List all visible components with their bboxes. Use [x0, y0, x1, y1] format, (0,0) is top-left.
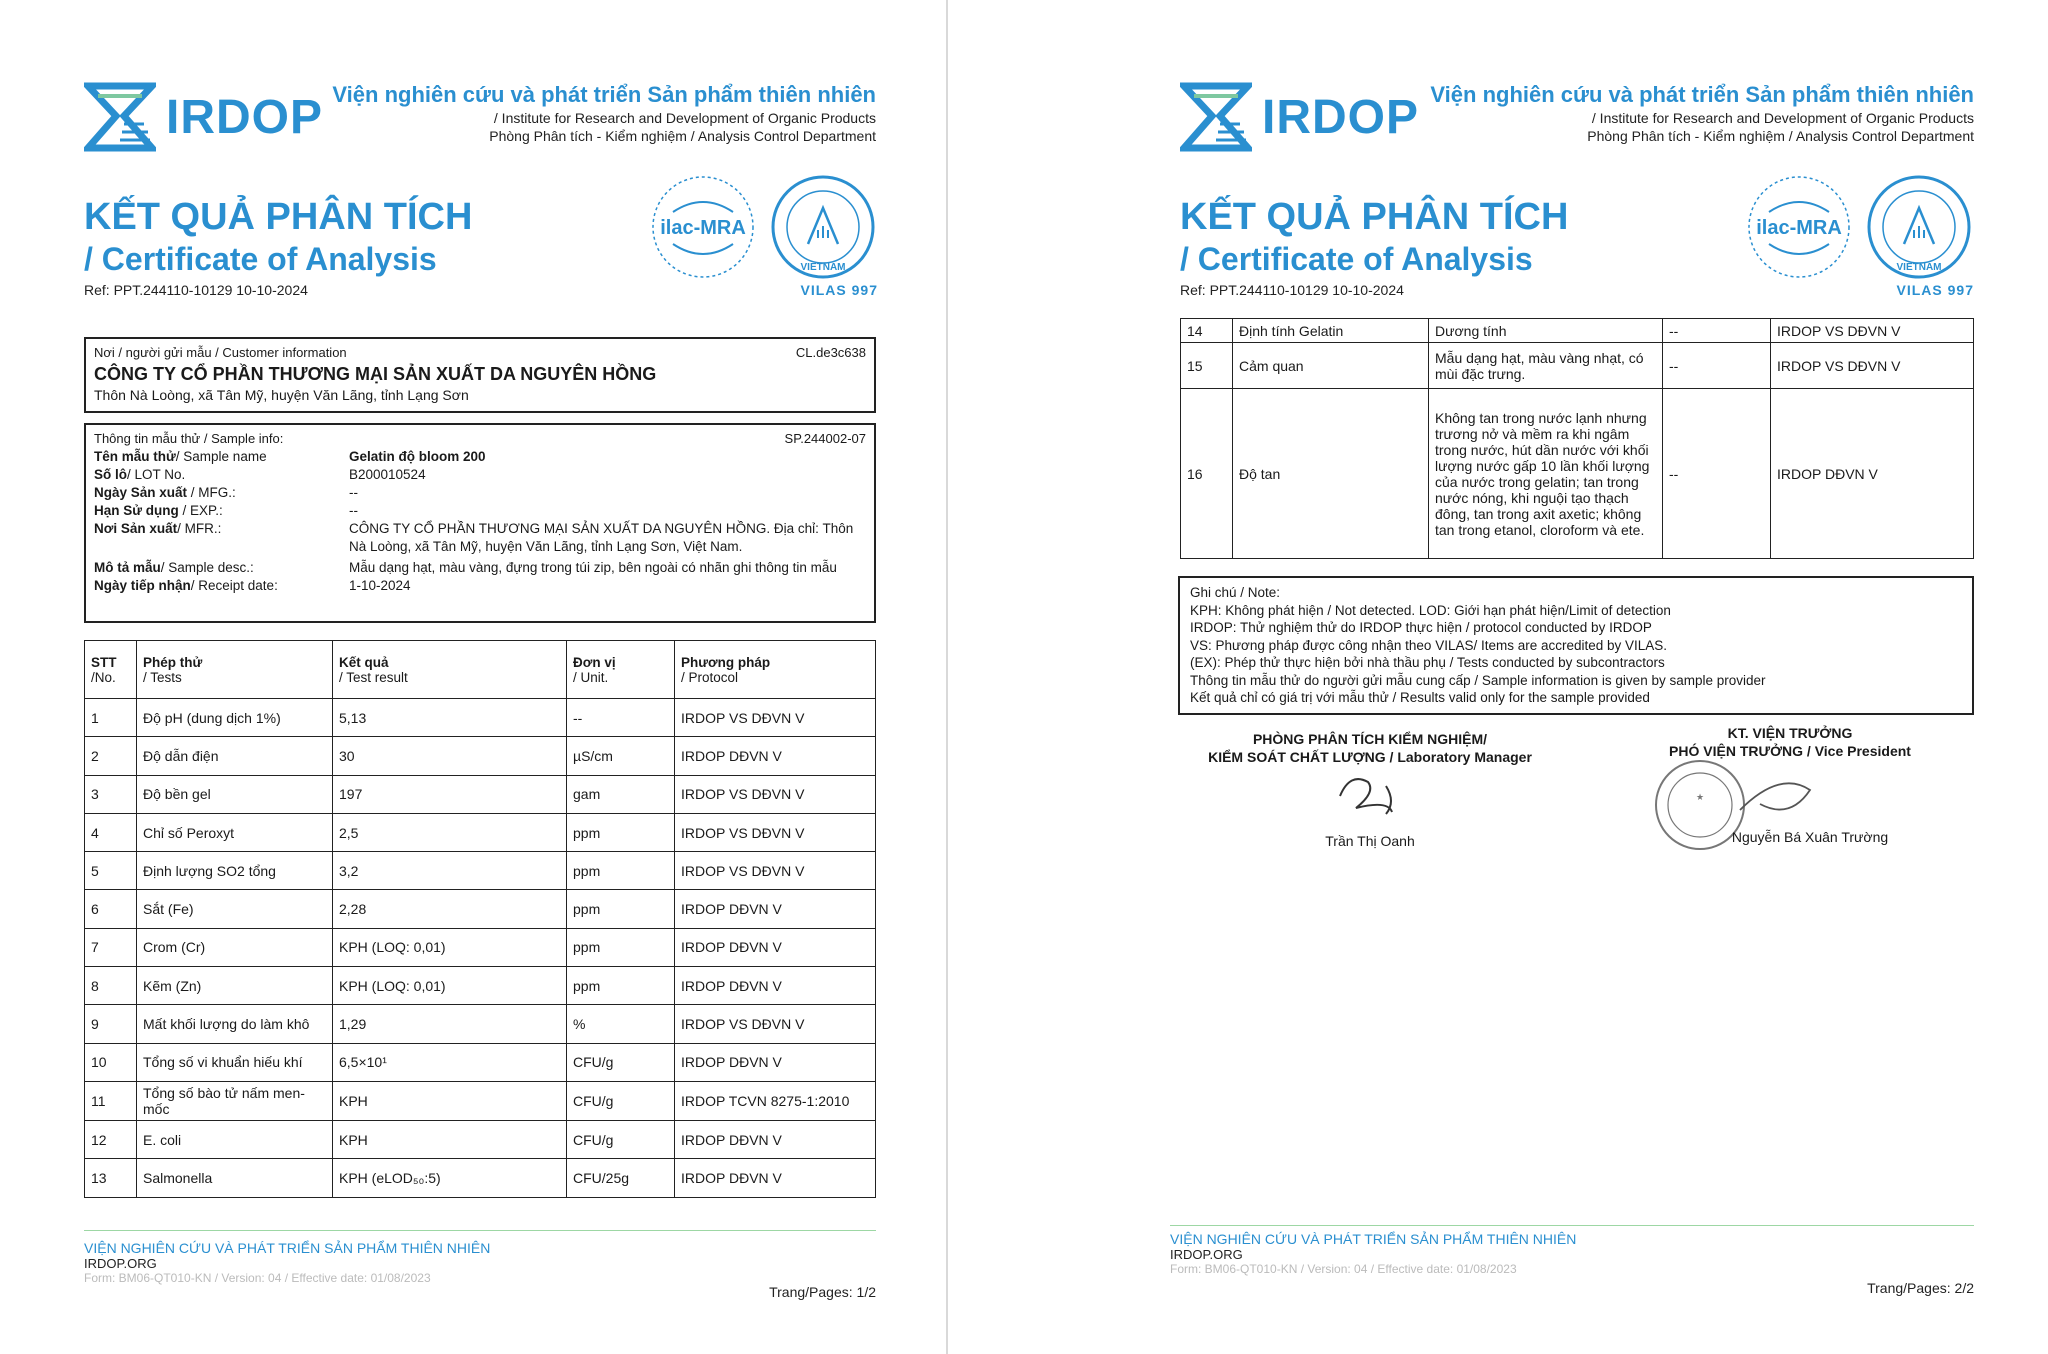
cell-unit: ppm [567, 967, 675, 1005]
sample-label: Thông tin mẫu thử / Sample info: [94, 431, 284, 446]
cell-test: Sắt (Fe) [137, 890, 333, 928]
table-row [85, 1043, 876, 1081]
cell-test: Độ tan [1233, 389, 1429, 559]
bureau-accreditation-seal-icon [768, 172, 878, 282]
footer-url: IRDOP.ORG [84, 1256, 157, 1271]
cell-test: Salmonella [137, 1159, 333, 1197]
cell-test: Độ bền gel [137, 775, 333, 813]
department: Phòng Phân tích - Kiểm nghiệm / Analysis Control Department [1587, 128, 1974, 144]
svg-text:★: ★ [1695, 792, 1705, 802]
cell-result: 30 [333, 737, 567, 775]
page-2 [950, 0, 2048, 1354]
institute-name-vn: Viện nghiên cứu và phát triển Sản phẩm thiên nhiên [1430, 82, 1974, 107]
results-table-p1 [84, 640, 876, 1198]
cell-method: IRDOP DĐVN V [675, 1159, 876, 1197]
accreditation-seals [1744, 172, 1974, 298]
cell-method: IRDOP DĐVN V [675, 1120, 876, 1158]
cell-test: Định lượng SO2 tổng [137, 852, 333, 890]
cell-result: Dương tính [1429, 319, 1663, 343]
signature-right [1640, 724, 1940, 845]
cell-test: Tổng số bào tử nấm men-mốc [137, 1081, 333, 1120]
cell-no: 12 [85, 1120, 137, 1158]
cell-unit: CFU/25g [567, 1159, 675, 1197]
cell-no: 9 [85, 1005, 137, 1043]
right-signer-name: Nguyễn Bá Xuân Trường [1731, 829, 1889, 845]
left-signer-title-1: PHÒNG PHÂN TÍCH KIỂM NGHIỆM/ [1252, 731, 1488, 747]
mfg-row: Ngày Sản xuất / MFG.: -- [94, 485, 358, 500]
title-vn: KẾT QUẢ PHÂN TÍCH [1180, 196, 1569, 238]
title-en: / Certificate of Analysis [1180, 241, 1533, 277]
cell-unit: % [567, 1005, 675, 1043]
table-row [85, 737, 876, 775]
cell-no: 2 [85, 737, 137, 775]
department: Phòng Phân tích - Kiểm nghiệm / Analysis Control Department [489, 128, 876, 144]
results-table-p2 [1180, 318, 1974, 559]
cell-result: KPH (LOQ: 0,01) [333, 928, 567, 966]
table-row [85, 928, 876, 966]
cell-method: IRDOP VS DĐVN V [1771, 343, 1974, 389]
cell-result: 6,5×10¹ [333, 1043, 567, 1081]
cell-no: 10 [85, 1043, 137, 1081]
cell-result: 197 [333, 775, 567, 813]
cell-method: IRDOP DĐVN V [1771, 389, 1974, 559]
cell-unit: -- [1663, 389, 1771, 559]
irdop-logo-icon [84, 82, 156, 152]
cell-no: 8 [85, 967, 137, 1005]
cell-unit: -- [1663, 343, 1771, 389]
cell-test: Crom (Cr) [137, 928, 333, 966]
reference: Ref: PPT.244110-10129 10-10-2024 [84, 282, 308, 298]
cell-method: IRDOP TCVN 8275-1:2010 [675, 1081, 876, 1120]
cell-test: Định tính Gelatin [1233, 319, 1429, 343]
institute-header [276, 82, 876, 144]
table-row [85, 775, 876, 813]
cell-no: 7 [85, 928, 137, 966]
cell-unit: CFU/g [567, 1120, 675, 1158]
cell-test: Kẽm (Zn) [137, 967, 333, 1005]
sample-info-box [84, 423, 876, 623]
reference: Ref: PPT.244110-10129 10-10-2024 [1180, 282, 1404, 298]
customer-code: CL.de3c638 [795, 345, 866, 360]
irdop-logo-icon [1180, 82, 1252, 152]
cell-result: 5,13 [333, 699, 567, 737]
table-row [85, 967, 876, 1005]
institute-name-vn: Viện nghiên cứu và phát triển Sản phẩm thiên nhiên [332, 82, 876, 107]
left-signer-name: Trần Thị Oanh [1325, 833, 1415, 849]
cell-no: 6 [85, 890, 137, 928]
cell-method: IRDOP VS DĐVN V [675, 699, 876, 737]
cell-unit: ppm [567, 852, 675, 890]
cell-no: 16 [1181, 389, 1233, 559]
customer-info-box [84, 337, 876, 413]
institute-name-en: / Institute for Research and Development of Organic Products [493, 110, 876, 126]
vietnam-text: VIETNAM [800, 262, 846, 273]
cell-result: Không tan trong nước lạnh nhưng trương nở và mềm ra khi ngâm trong nước, hút dần nước với khối lượng nước gấp 10 lần khối lượng của nước trong gelatin; tan trong nước nóng, khi nguội tạo thạch đông, tan trong axit axetic; không tan trong etanol, cloroform và ete. [1429, 389, 1663, 559]
note-line: Ghi chú / Note: [1190, 585, 1281, 600]
cell-result: KPH (LOQ: 0,01) [333, 967, 567, 1005]
title-block [84, 196, 472, 298]
sample-code: SP.244002-07 [784, 431, 866, 446]
cell-no: 1 [85, 699, 137, 737]
cell-method: IRDOP VS DĐVN V [675, 813, 876, 851]
cell-test: Độ dẫn điện [137, 737, 333, 775]
cell-unit: -- [1663, 319, 1771, 343]
page-number: Trang/Pages: 1/2 [769, 1284, 876, 1300]
ilac-mra-seal-icon [648, 172, 758, 282]
table-header-row [85, 641, 876, 699]
exp-row: Hạn Sử dụng / EXP.: -- [94, 503, 358, 518]
cell-test: E. coli [137, 1120, 333, 1158]
left-signature-icon [1200, 766, 1540, 828]
cell-method: IRDOP VS DĐVN V [675, 1005, 876, 1043]
footer-institute: VIỆN NGHIÊN CỨU VÀ PHÁT TRIỂN SẢN PHẨM THIÊN NHIÊN [1170, 1231, 1577, 1247]
cell-unit: -- [567, 699, 675, 737]
footer [1170, 1231, 1576, 1276]
note-line: Thông tin mẫu thử do người gửi mẫu cung cấp / Sample information is given by sample provider [1190, 672, 1766, 688]
cell-test: Cảm quan [1233, 343, 1429, 389]
left-signer-title-2: KIỂM SOÁT CHẤT LƯỢNG / Laboratory Manager [1208, 749, 1532, 765]
title-block [1180, 196, 1568, 298]
cell-test: Tổng số vi khuẩn hiếu khí [137, 1043, 333, 1081]
mfr-row: Nơi Sản xuất/ MFR.: CÔNG TY CỔ PHẦN THƯƠNG MẠI SẢN XUẤT DA NGUYÊN HỒNG. Địa chỉ: Thôn Nà Loòng, xã Tân Mỹ, huyện Văn Lãng, tỉnh Lạng Sơn, Việt Nam. [94, 521, 854, 554]
cell-no: 15 [1181, 343, 1233, 389]
cell-method: IRDOP DĐVN V [675, 890, 876, 928]
cell-result: 1,29 [333, 1005, 567, 1043]
lot-row: Số lô/ LOT No. B200010524 [94, 467, 426, 482]
table-row [85, 852, 876, 890]
signature-left [1200, 730, 1540, 849]
page-number: Trang/Pages: 2/2 [1867, 1280, 1974, 1296]
footer [84, 1240, 490, 1285]
cell-method: IRDOP VS DĐVN V [1771, 319, 1974, 343]
cell-method: IRDOP DĐVN V [675, 967, 876, 1005]
sample-name-row: Tên mẫu thử/ Sample name Gelatin độ bloom 200 [94, 449, 486, 464]
cell-unit: ppm [567, 928, 675, 966]
note-line: IRDOP: Thử nghiệm thử do IRDOP thực hiện / protocol conducted by IRDOP [1190, 620, 1652, 635]
cell-result: KPH [333, 1120, 567, 1158]
logo-text: IRDOP [166, 90, 324, 144]
cell-unit: CFU/g [567, 1043, 675, 1081]
cell-no: 4 [85, 813, 137, 851]
table-row [85, 1081, 876, 1120]
table-row [85, 699, 876, 737]
customer-name: CÔNG TY CỔ PHẦN THƯƠNG MẠI SẢN XUẤT DA NGUYÊN HỒNG [94, 364, 657, 384]
receipt-row: Ngày tiếp nhận/ Receipt date: 1-10-2024 [94, 578, 411, 593]
footer-url: IRDOP.ORG [1170, 1247, 1243, 1262]
cell-method: IRDOP VS DĐVN V [675, 775, 876, 813]
page-1 [0, 0, 946, 1354]
cell-method: IRDOP DĐVN V [675, 928, 876, 966]
note-line: (EX): Phép thử thực hiện bởi nhà thầu phụ / Tests conducted by subcontractors [1190, 655, 1665, 670]
cell-unit: CFU/g [567, 1081, 675, 1120]
cell-unit: ppm [567, 890, 675, 928]
cell-result: KPH [333, 1081, 567, 1120]
customer-address: Thôn Nà Loòng, xã Tân Mỹ, huyện Văn Lãng, tỉnh Lạng Sơn [94, 387, 469, 403]
cell-no: 3 [85, 775, 137, 813]
footer-form: Form: BM06-QT010-KN / Version: 04 / Effective date: 01/08/2023 [1170, 1262, 1517, 1276]
vietnam-text: VIETNAM [1896, 262, 1942, 273]
table-row [1181, 343, 1974, 389]
vilas-code: VILAS 997 [1896, 282, 1974, 298]
customer-label: Nơi / người gửi mẫu / Customer information [94, 345, 347, 360]
footer-line [84, 1230, 876, 1231]
institute-name-en: / Institute for Research and Development of Organic Products [1591, 110, 1974, 126]
ilac-mra-seal-icon [1744, 172, 1854, 282]
footer-institute: VIỆN NGHIÊN CỨU VÀ PHÁT TRIỂN SẢN PHẨM THIÊN NHIÊN [84, 1240, 491, 1256]
cell-unit: ppm [567, 813, 675, 851]
bureau-accreditation-seal-icon [1864, 172, 1974, 282]
cell-result: KPH (eLOD₅₀:5) [333, 1159, 567, 1197]
header-test: Phép thử / Tests [137, 641, 333, 699]
institute-header [1360, 82, 1974, 144]
cell-result: Mẫu dạng hạt, màu vàng nhạt, có mùi đặc trưng. [1429, 343, 1663, 389]
table-row [1181, 389, 1974, 559]
table-row [85, 1159, 876, 1197]
cell-method: IRDOP DĐVN V [675, 737, 876, 775]
vilas-code: VILAS 997 [800, 282, 878, 298]
cell-no: 5 [85, 852, 137, 890]
footer-form: Form: BM06-QT010-KN / Version: 04 / Effective date: 01/08/2023 [84, 1271, 431, 1285]
cell-no: 13 [85, 1159, 137, 1197]
right-signer-title-1: KT. VIỆN TRƯỞNG [1727, 725, 1853, 741]
title-vn: KẾT QUẢ PHÂN TÍCH [84, 196, 473, 238]
cell-method: IRDOP VS DĐVN V [675, 852, 876, 890]
note-line: Kết quả chỉ có giá trị với mẫu thử / Results valid only for the sample provided [1190, 690, 1650, 705]
header-unit: Đơn vị / Unit. [567, 641, 675, 699]
cell-result: 2,28 [333, 890, 567, 928]
table-row [85, 1120, 876, 1158]
cell-unit: µS/cm [567, 737, 675, 775]
cell-method: IRDOP DĐVN V [675, 1043, 876, 1081]
header-stt: STT /No. [85, 641, 137, 699]
right-signer-title-2: PHÓ VIỆN TRƯỞNG / Vice President [1669, 743, 1911, 759]
ilac-text: ilac-MRA [660, 217, 746, 239]
table-row [85, 1005, 876, 1043]
accreditation-seals [648, 172, 878, 298]
cell-test: Độ pH (dung dịch 1%) [137, 699, 333, 737]
title-en: / Certificate of Analysis [84, 241, 437, 277]
cell-no: 11 [85, 1081, 137, 1120]
logo-text: IRDOP [1262, 90, 1420, 144]
note-line: VS: Phương pháp được công nhận theo VILAS/ Items are accredited by VILAS. [1190, 637, 1668, 653]
table-row [1181, 319, 1974, 343]
cell-result: 3,2 [333, 852, 567, 890]
header-method: Phương pháp / Protocol [675, 641, 876, 699]
cell-test: Chỉ số Peroxyt [137, 813, 333, 851]
header-result: Kết quả / Test result [333, 641, 567, 699]
footer-line [1170, 1225, 1974, 1226]
table-row [85, 890, 876, 928]
desc-row: Mô tả mẫu/ Sample desc.: Mẫu dạng hạt, màu vàng, đựng trong túi zip, bên ngoài có nhãn ghi thông tin mẫu [94, 560, 837, 575]
note-line: KPH: Không phát hiện / Not detected. LOD: Giới hạn phát hiện/Limit of detection [1190, 602, 1671, 618]
cell-result: 2,5 [333, 813, 567, 851]
cell-unit: gam [567, 775, 675, 813]
ilac-text: ilac-MRA [1756, 217, 1842, 239]
table-row [85, 813, 876, 851]
cell-test: Mất khối lượng do làm khô [137, 1005, 333, 1043]
cell-no: 14 [1181, 319, 1233, 343]
notes-box [1178, 576, 1974, 715]
